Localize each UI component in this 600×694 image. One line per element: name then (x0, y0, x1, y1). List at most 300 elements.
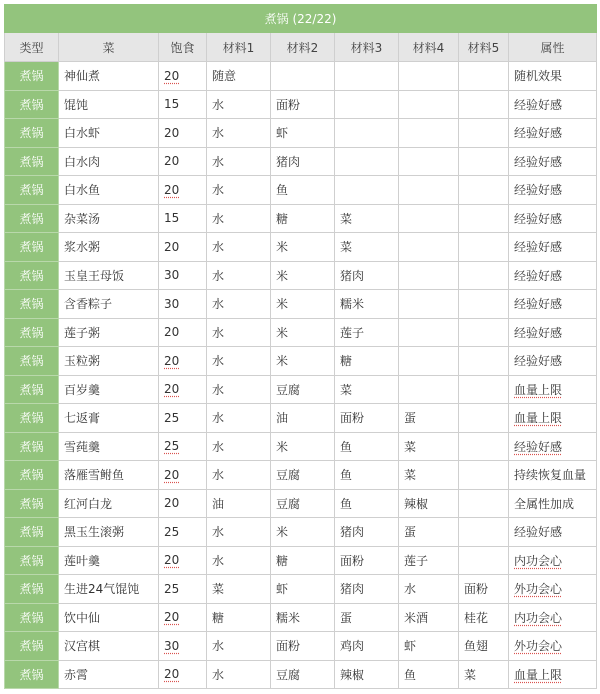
table-row (5, 461, 597, 490)
material-3-cell-text: 鱼 (340, 496, 353, 511)
material-5-cell (459, 90, 509, 119)
attribute-cell-text: 经验好感 (514, 354, 563, 369)
satiety-cell-text: 20 (164, 182, 180, 197)
attribute-cell (509, 518, 597, 547)
type-cell-text: 煮锅 (19, 382, 44, 397)
dish-cell (59, 176, 159, 205)
material-2-cell-text: 豆腐 (276, 382, 301, 397)
material-2-cell (271, 404, 335, 433)
attribute-cell (509, 375, 597, 404)
table-row (5, 660, 597, 689)
type-cell-text: 煮锅 (19, 268, 44, 283)
material-1-cell (207, 318, 271, 347)
table-row (5, 632, 597, 661)
material-4-cell (399, 461, 459, 490)
material-5-cell (459, 347, 509, 376)
material-4-cell (399, 375, 459, 404)
type-cell (5, 404, 59, 433)
table-row (5, 518, 597, 547)
material-2-cell-text: 虾 (276, 126, 289, 141)
satiety-cell-text: 20 (164, 553, 180, 568)
material-5-cell-text: 桂花 (464, 610, 489, 625)
attribute-cell-text: 外功会心 (514, 639, 563, 654)
material-2-cell-text: 豆腐 (276, 496, 301, 511)
material-2-cell (271, 119, 335, 148)
dish-cell (59, 147, 159, 176)
header-material-3: 材料3 (335, 33, 399, 62)
type-cell (5, 575, 59, 604)
material-2-cell-text: 面粉 (276, 639, 301, 654)
material-3-cell (335, 489, 399, 518)
satiety-cell-text: 20 (164, 667, 180, 682)
material-2-cell (271, 261, 335, 290)
type-cell-text: 煮锅 (19, 97, 44, 112)
header-satiety: 饱食 (159, 33, 207, 62)
material-3-cell-text: 莲子 (340, 325, 365, 340)
dish-cell-text: 饮中仙 (64, 610, 101, 625)
satiety-cell-text: 20 (164, 325, 180, 340)
material-2-cell-text: 米 (276, 525, 289, 540)
table-row (5, 375, 597, 404)
material-4-cell (399, 347, 459, 376)
satiety-cell (159, 375, 207, 404)
material-3-cell (335, 261, 399, 290)
material-3-cell (335, 546, 399, 575)
satiety-cell-text: 15 (164, 211, 180, 226)
dish-cell-text: 白水虾 (64, 126, 101, 141)
material-1-cell (207, 261, 271, 290)
material-1-cell (207, 119, 271, 148)
attribute-cell (509, 233, 597, 262)
material-4-cell-text: 米酒 (404, 610, 429, 625)
table-row (5, 347, 597, 376)
recipe-table (4, 4, 597, 689)
material-3-cell-text: 面粉 (340, 553, 365, 568)
satiety-cell (159, 62, 207, 91)
type-cell-text: 煮锅 (19, 325, 44, 340)
attribute-cell (509, 119, 597, 148)
material-5-cell (459, 404, 509, 433)
table-row (5, 119, 597, 148)
material-2-cell (271, 432, 335, 461)
material-4-cell (399, 660, 459, 689)
material-2-cell-text: 豆腐 (276, 468, 301, 483)
material-4-cell-text: 鱼 (404, 667, 417, 682)
dish-cell (59, 546, 159, 575)
satiety-cell-text: 15 (164, 97, 180, 112)
type-cell-text: 煮锅 (19, 639, 44, 654)
material-3-cell-text: 菜 (340, 211, 353, 226)
material-3-cell-text: 鱼 (340, 468, 353, 483)
satiety-cell-text: 20 (164, 154, 180, 169)
type-cell (5, 261, 59, 290)
header-attribute: 属性 (509, 33, 597, 62)
material-2-cell-text: 油 (276, 411, 289, 426)
type-cell-text: 煮锅 (19, 525, 44, 540)
attribute-cell-text: 外功会心 (514, 582, 563, 597)
type-cell-text: 煮锅 (19, 297, 44, 312)
material-1-cell (207, 62, 271, 91)
satiety-cell-text: 25 (164, 581, 180, 596)
dish-cell (59, 632, 159, 661)
satiety-cell-text: 20 (164, 467, 180, 482)
material-3-cell-text: 面粉 (340, 411, 365, 426)
material-2-cell-text: 面粉 (276, 97, 301, 112)
material-2-cell (271, 632, 335, 661)
material-1-cell-text: 水 (212, 468, 225, 483)
material-4-cell (399, 90, 459, 119)
attribute-cell (509, 603, 597, 632)
recipe-table-container (4, 4, 596, 689)
type-cell (5, 233, 59, 262)
material-3-cell-text: 猪肉 (340, 268, 365, 283)
satiety-cell (159, 603, 207, 632)
table-row (5, 546, 597, 575)
material-3-cell-text: 鸡肉 (340, 639, 365, 654)
dish-cell-text: 落雁雪鲋鱼 (64, 468, 125, 483)
attribute-cell (509, 347, 597, 376)
satiety-cell-text: 20 (164, 68, 180, 83)
material-1-cell-text: 水 (212, 126, 225, 141)
satiety-cell (159, 660, 207, 689)
material-2-cell-text: 米 (276, 325, 289, 340)
type-cell-text: 煮锅 (19, 439, 44, 454)
attribute-cell (509, 404, 597, 433)
material-1-cell (207, 518, 271, 547)
dish-cell (59, 489, 159, 518)
material-1-cell-text: 水 (212, 268, 225, 283)
material-5-cell-text: 鱼翅 (464, 639, 489, 654)
material-1-cell-text: 糖 (212, 610, 225, 625)
material-3-cell (335, 660, 399, 689)
material-2-cell-text: 豆腐 (276, 667, 301, 682)
material-4-cell (399, 518, 459, 547)
material-1-cell-text: 水 (212, 240, 225, 255)
dish-cell-text: 含香粽子 (64, 297, 113, 312)
material-3-cell-text: 鱼 (340, 439, 353, 454)
type-cell-text: 煮锅 (19, 354, 44, 369)
dish-cell (59, 375, 159, 404)
material-2-cell-text: 糯米 (276, 610, 301, 625)
attribute-cell (509, 546, 597, 575)
satiety-cell (159, 318, 207, 347)
material-5-cell-text: 面粉 (464, 582, 489, 597)
material-2-cell (271, 375, 335, 404)
satiety-cell (159, 461, 207, 490)
material-4-cell-text: 莲子 (404, 553, 429, 568)
material-2-cell-text: 鱼 (276, 183, 289, 198)
material-3-cell (335, 90, 399, 119)
attribute-cell (509, 290, 597, 319)
material-3-cell (335, 432, 399, 461)
attribute-cell-text: 全属性加成 (514, 496, 575, 511)
satiety-cell-text: 20 (164, 382, 180, 397)
material-2-cell (271, 318, 335, 347)
material-3-cell (335, 233, 399, 262)
material-3-cell-text: 菜 (340, 240, 353, 255)
material-5-cell (459, 461, 509, 490)
type-cell-text: 煮锅 (19, 69, 44, 84)
material-4-cell-text: 水 (404, 582, 417, 597)
material-1-cell-text: 水 (212, 639, 225, 654)
attribute-cell-text: 随机效果 (514, 69, 563, 84)
material-1-cell (207, 575, 271, 604)
type-cell (5, 90, 59, 119)
material-4-cell (399, 318, 459, 347)
dish-cell (59, 432, 159, 461)
material-1-cell (207, 660, 271, 689)
dish-cell (59, 603, 159, 632)
material-4-cell-text: 蛋 (404, 411, 417, 426)
attribute-cell (509, 318, 597, 347)
satiety-cell-text: 20 (164, 239, 180, 254)
material-5-cell-text: 菜 (464, 667, 477, 682)
satiety-cell (159, 489, 207, 518)
type-cell-text: 煮锅 (19, 211, 44, 226)
attribute-cell-text: 经验好感 (514, 268, 563, 283)
header-material-2: 材料2 (271, 33, 335, 62)
satiety-cell (159, 147, 207, 176)
type-cell (5, 546, 59, 575)
dish-cell (59, 318, 159, 347)
material-2-cell (271, 62, 335, 91)
material-2-cell (271, 90, 335, 119)
material-3-cell (335, 119, 399, 148)
material-1-cell-text: 菜 (212, 582, 225, 597)
table-row (5, 147, 597, 176)
material-5-cell (459, 489, 509, 518)
type-cell (5, 632, 59, 661)
type-cell-text: 煮锅 (19, 126, 44, 141)
type-cell (5, 290, 59, 319)
material-1-cell (207, 603, 271, 632)
material-2-cell-text: 糖 (276, 553, 289, 568)
material-1-cell-text: 水 (212, 183, 225, 198)
attribute-cell (509, 62, 597, 91)
attribute-cell-text: 持续恢复血量 (514, 468, 587, 483)
attribute-cell (509, 489, 597, 518)
material-1-cell-text: 水 (212, 97, 225, 112)
header-material-5: 材料5 (459, 33, 509, 62)
material-5-cell (459, 632, 509, 661)
material-5-cell (459, 375, 509, 404)
satiety-cell (159, 119, 207, 148)
material-2-cell (271, 290, 335, 319)
satiety-cell (159, 90, 207, 119)
dish-cell-text: 生进24气馄饨 (64, 582, 140, 597)
material-1-cell-text: 水 (212, 382, 225, 397)
dish-cell-text: 白水肉 (64, 154, 101, 169)
table-title: 煮锅 (22/22) (5, 5, 597, 33)
dish-cell (59, 233, 159, 262)
dish-cell-text: 莲叶羹 (64, 553, 101, 568)
material-4-cell-text: 虾 (404, 639, 417, 654)
material-1-cell-text: 随意 (212, 69, 237, 84)
attribute-cell (509, 204, 597, 233)
material-3-cell (335, 575, 399, 604)
material-4-cell (399, 147, 459, 176)
type-cell (5, 603, 59, 632)
attribute-cell (509, 176, 597, 205)
table-row (5, 90, 597, 119)
material-3-cell-text: 糯米 (340, 297, 365, 312)
dish-cell-text: 白水鱼 (64, 183, 101, 198)
type-cell (5, 489, 59, 518)
material-4-cell (399, 489, 459, 518)
material-3-cell (335, 204, 399, 233)
material-4-cell (399, 261, 459, 290)
table-row (5, 261, 597, 290)
material-2-cell-text: 猪肉 (276, 154, 301, 169)
satiety-cell-text: 20 (164, 353, 180, 368)
material-4-cell (399, 575, 459, 604)
material-5-cell (459, 660, 509, 689)
attribute-cell (509, 632, 597, 661)
material-4-cell (399, 404, 459, 433)
table-row (5, 603, 597, 632)
type-cell-text: 煮锅 (19, 154, 44, 169)
material-1-cell (207, 632, 271, 661)
attribute-cell-text: 经验好感 (514, 154, 563, 169)
material-4-cell (399, 204, 459, 233)
dish-cell-text: 红河白龙 (64, 496, 113, 511)
type-cell (5, 660, 59, 689)
material-2-cell (271, 575, 335, 604)
material-2-cell (271, 176, 335, 205)
satiety-cell-text: 20 (164, 496, 180, 511)
material-1-cell (207, 290, 271, 319)
attribute-cell-text: 经验好感 (514, 97, 563, 112)
material-4-cell (399, 62, 459, 91)
attribute-cell-text: 经验好感 (514, 240, 563, 255)
header-material-1: 材料1 (207, 33, 271, 62)
material-2-cell-text: 米 (276, 268, 289, 283)
material-3-cell (335, 347, 399, 376)
material-4-cell-text: 蛋 (404, 525, 417, 540)
satiety-cell-text: 30 (164, 268, 180, 283)
material-5-cell (459, 603, 509, 632)
attribute-cell-text: 经验好感 (514, 525, 563, 540)
dish-cell (59, 119, 159, 148)
type-cell (5, 432, 59, 461)
satiety-cell-text: 20 (164, 610, 180, 625)
attribute-cell (509, 461, 597, 490)
attribute-cell (509, 660, 597, 689)
table-row (5, 432, 597, 461)
satiety-cell-text: 25 (164, 524, 180, 539)
satiety-cell-text: 25 (164, 410, 180, 425)
material-1-cell (207, 375, 271, 404)
material-5-cell (459, 176, 509, 205)
material-1-cell-text: 水 (212, 154, 225, 169)
material-1-cell-text: 水 (212, 411, 225, 426)
attribute-cell-text: 血量上限 (514, 382, 563, 397)
dish-cell (59, 62, 159, 91)
material-4-cell (399, 176, 459, 205)
dish-cell (59, 347, 159, 376)
table-row (5, 575, 597, 604)
attribute-cell-text: 经验好感 (514, 439, 563, 454)
table-row (5, 318, 597, 347)
material-1-cell-text: 水 (212, 525, 225, 540)
dish-cell-text: 玉粒粥 (64, 354, 101, 369)
type-cell-text: 煮锅 (19, 411, 44, 426)
type-cell-text: 煮锅 (19, 553, 44, 568)
satiety-cell (159, 261, 207, 290)
material-3-cell (335, 62, 399, 91)
type-cell-text: 煮锅 (19, 582, 44, 597)
material-2-cell-text: 糖 (276, 211, 289, 226)
material-3-cell-text: 猪肉 (340, 582, 365, 597)
material-3-cell-text: 猪肉 (340, 525, 365, 540)
material-2-cell (271, 204, 335, 233)
dish-cell (59, 261, 159, 290)
material-2-cell (271, 546, 335, 575)
attribute-cell-text: 经验好感 (514, 183, 563, 198)
attribute-cell-text: 经验好感 (514, 297, 563, 312)
material-4-cell (399, 432, 459, 461)
material-5-cell (459, 233, 509, 262)
material-1-cell (207, 204, 271, 233)
material-3-cell (335, 290, 399, 319)
material-1-cell (207, 233, 271, 262)
type-cell (5, 204, 59, 233)
material-5-cell (459, 261, 509, 290)
material-3-cell (335, 461, 399, 490)
material-5-cell (459, 204, 509, 233)
table-row (5, 290, 597, 319)
type-cell (5, 147, 59, 176)
material-3-cell-text: 蛋 (340, 610, 353, 625)
satiety-cell (159, 176, 207, 205)
material-3-cell-text: 菜 (340, 382, 353, 397)
type-cell-text: 煮锅 (19, 183, 44, 198)
header-type: 类型 (5, 33, 59, 62)
material-5-cell (459, 62, 509, 91)
type-cell-text: 煮锅 (19, 496, 44, 511)
material-2-cell-text: 虾 (276, 582, 289, 597)
material-1-cell (207, 432, 271, 461)
material-1-cell (207, 176, 271, 205)
type-cell (5, 347, 59, 376)
satiety-cell (159, 233, 207, 262)
material-2-cell (271, 461, 335, 490)
material-2-cell (271, 147, 335, 176)
material-3-cell (335, 318, 399, 347)
type-cell (5, 62, 59, 91)
material-3-cell (335, 375, 399, 404)
satiety-cell (159, 632, 207, 661)
table-row (5, 176, 597, 205)
dish-cell-text: 馄饨 (64, 97, 89, 112)
material-4-cell (399, 546, 459, 575)
type-cell-text: 煮锅 (19, 667, 44, 682)
dish-cell-text: 七返膏 (64, 411, 101, 426)
dish-cell (59, 290, 159, 319)
dish-cell (59, 575, 159, 604)
attribute-cell-text: 血量上限 (514, 411, 563, 426)
material-1-cell-text: 水 (212, 667, 225, 682)
type-cell (5, 518, 59, 547)
table-row (5, 62, 597, 91)
type-cell-text: 煮锅 (19, 610, 44, 625)
material-1-cell (207, 404, 271, 433)
material-4-cell (399, 290, 459, 319)
material-4-cell-text: 菜 (404, 439, 417, 454)
material-3-cell (335, 147, 399, 176)
type-cell (5, 375, 59, 404)
dish-cell-text: 浆水粥 (64, 240, 101, 255)
